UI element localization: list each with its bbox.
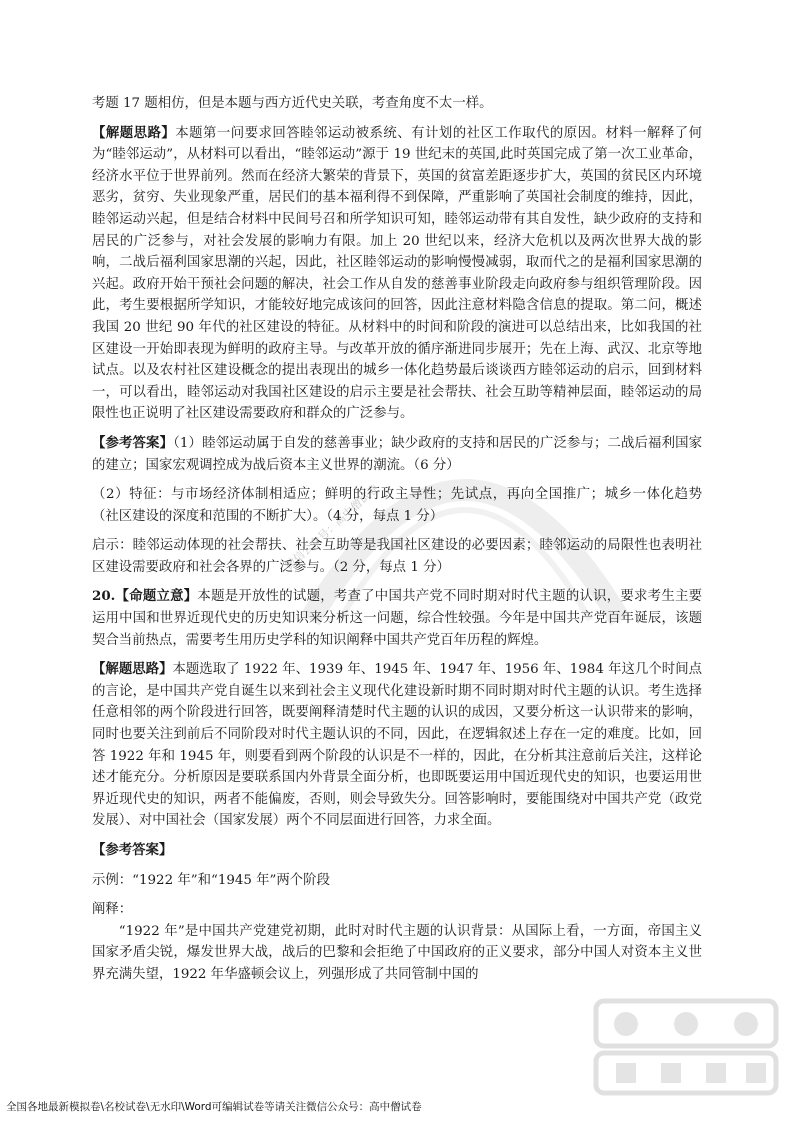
example-line: 示例：“1922 年”和“1945 年”两个阶段 [92, 872, 330, 888]
explanation-paragraph: “1922 年”是中国共产党建党初期，此时对时代主题的认识背景：从国际上看，一方面，帝国主义国家矛盾尖锐，爆发世界大战，战后的巴黎和会拒绝了中国政府的正义要求，部分中国人对资本主义世界充满失望，1922 年华盛顿会议上，列强形成了共同管制中国的 [92, 923, 702, 982]
question-20-paragraph [92, 586, 702, 651]
intro-paragraph: 考题 17 题相仿，但是本题与西方近代史关联，考查角度不太一样。 [92, 96, 493, 111]
section-label: 【参考答案】 [92, 434, 174, 451]
feature-paragraph: （2）特征：与市场经济体制相适应；鲜明的行政主导性；先试点，再向全国推广；城乡一体化趋势（社区建设的深度和范围的不断扩大）。（4 分，每点 1 分） [92, 487, 702, 524]
explanation-label: 阐释： [92, 902, 133, 918]
document-body [92, 93, 702, 986]
section-label: 【解题思路】 [92, 124, 176, 141]
analysis-paragraph-1 [92, 123, 702, 425]
paragraph-text: 本题选取了 1922 年、1939 年、1945 年、1947 年、1956 年、1984 年这几个时间点的言论，是中国共产党自诞生以来到社会主义现代化建设新时期不同时期对时代主题的认识。考生选择任意相邻的两个阶段进行回答，既要阐释清楚时代主题的认识的成因，又要分析这一认识带来的影响，同时也要关注到前后不同阶段对时代主题认识的不同，因此，在逻辑叙述上存在一定的难度。比如，回答 1922 年和 1945 年，则要看到两个阶段的认识是不一样的，因此，在分析其注意前后关注，这样论述才能充分。分析原因是要联系国内外背景全面分析，也即既要运用中国近现代史的知识，也要运用世界近现代史的知识，两者不能偏废，否则，则会导致失分。回答影响时，要能围绕对中国共产党（政党发展）、对中国社会（国家发展）两个不同层面进行回答，力求全面。 [92, 662, 702, 829]
answer-paragraph-1 [92, 433, 702, 476]
paragraph-text: （1）睦邻运动属于自发的慈善事业；缺少政府的支持和居民的广泛参与；二战后福利国家的建立；国家宏观调控成为战后资本主义世界的潮流。（6 分） [92, 435, 702, 473]
section-label: 20.【命题立意】 [92, 588, 198, 605]
inspiration-paragraph: 启示：睦邻运动体现的社会帮扶、社会互助等是我国社区建设的必要因素；睦邻运动的局限性也表明社区建设需要政府和社会各界的广泛参与。（2 分，每点 1 分） [92, 538, 702, 575]
paragraph-text: 本题第一问要求回答睦邻运动被系统、有计划的社区工作取代的原因。材料一解释了何为“睦邻运动”，从材料可以看出，“睦邻运动”源于 19 世纪末的英国,此时英国完成了第一次工业革命，经济水平位于世界前列。然而在经济大繁荣的背景下，英国的贫富差距逐步扩大，英国的贫民区内环境恶劣，贫穷、失业现象严重，居民们的基本福利得不到保障，严重影响了英国社会制度的维持，因此，睦邻运动兴起，但是结合材料中民间号召和所学知识可知，睦邻运动带有其自发性，缺少政府的支持和居民的广泛参与，对社会发展的影响力有限。加上 20 世纪以来，经济大危机以及两次世界大战的影响，二战后福利国家思潮的兴起，因此，社区睦邻运动的影响慢慢减弱，取而代之的是福利国家思潮的兴起。政府开始干预社会问题的解决，社会工作从自发的慈善事业阶段走向政府参与组织管理阶段。因此，考生要根据所学知识，才能较好地完成该问的回答，因此注意材料隐含信息的提取。第二问，概述我国 20 世纪 90 年代的社区建设的特征。从材料中的时间和阶段的演进可以总结出来，比如我国的社区建设一开始即表现为鲜明的政府主导。与改革开放的循序渐进同步展开；先在上海、武汉、北京等地试点。以及农村社区建设概念的提出表现出的城乡一体化趋势最后谈谈西方睦邻运动的启示，回到材料一，可以看出，睦邻运动对我国社区建设的启示主要是社会帮扶、社会互助等精神层面，睦邻运动的局限性也正说明了社区建设需要政府和群众的广泛参与。 [92, 125, 702, 422]
section-label: 【解题思路】 [92, 661, 173, 678]
answer-heading-2: 【参考答案】 [92, 842, 173, 858]
paragraph-text: 本题是开放性的试题，考查了中国共产党不同时期对时代主题的认识，要求考生主要运用中国和世界近现代史的历史知识来分析这一问题，综合性较强。今年是中国共产党百年诞辰，该题契合当前热点，需要考生用历史学科的知识阐释中国共产党百年历程的辉煌。 [92, 589, 703, 648]
footer-text: 全国各地最新模拟卷\名校试卷\无水印\Word可编辑试卷等请关注微信公众号：高中僧试卷 [6, 1101, 422, 1114]
corner-logo [586, 991, 786, 1101]
watermark-diagonal-text: 微信公众号：高中僧试卷 [282, 482, 382, 573]
analysis-paragraph-2 [92, 659, 702, 832]
